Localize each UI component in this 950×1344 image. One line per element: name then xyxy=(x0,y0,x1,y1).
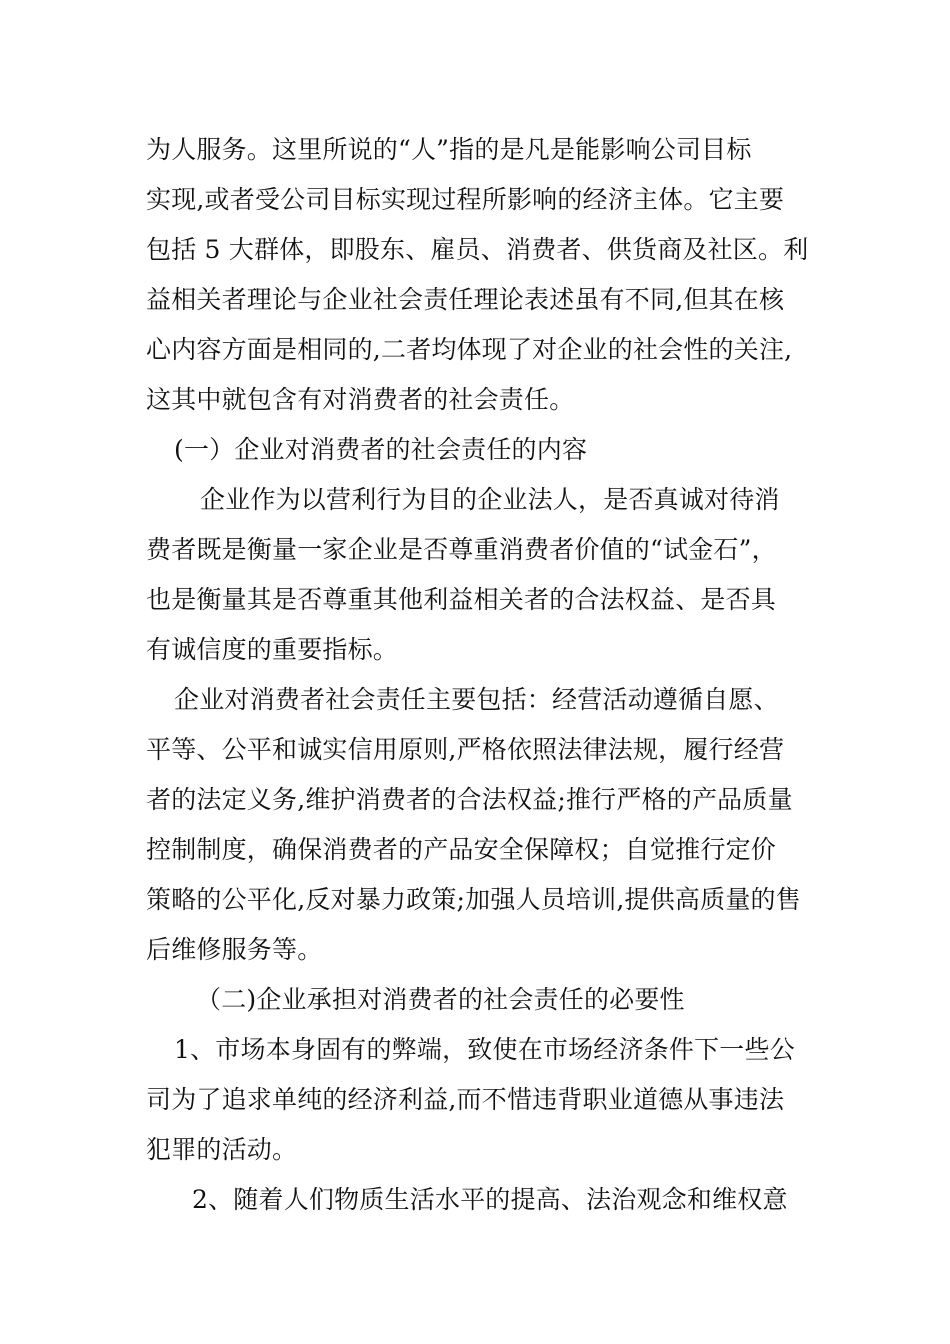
list-item-line: 1、市场本身固有的弊端，致使在市场经济条件下一些公 xyxy=(174,1035,795,1064)
paragraph-line: 这其中就包含有对消费者的社会责任。 xyxy=(146,385,575,414)
section-heading: （二)企业承担对消费者的社会责任的必要性 xyxy=(196,985,685,1014)
paragraph-line: 企业对消费者社会责任主要包括：经营活动遵循自愿、 xyxy=(174,685,779,714)
paragraph-line: 为人服务。这里所说的“人”指的是凡是能影响公司目标 xyxy=(146,135,752,164)
paragraph-line: 包括 5 大群体，即股东、雇员、消费者、供货商及社区。利 xyxy=(146,235,809,264)
list-item-line: 2、随着人们物质生活水平的提高、法治观念和维权意 xyxy=(192,1185,788,1214)
paragraph-line: 益相关者理论与企业社会责任理论表述虽有不同,但其在核 xyxy=(146,285,785,314)
paragraph-line: 策略的公平化,反对暴力政策;加强人员培训,提供高质量的售 xyxy=(146,885,801,914)
list-item-line: 司为了追求单纯的经济利益,而不惜违背职业道德从事违法 xyxy=(146,1085,785,1114)
paragraph-line: 控制制度，确保消费者的产品安全保障权；自觉推行定价 xyxy=(146,835,777,864)
paragraph-line: 也是衡量其是否尊重其他利益相关者的合法权益、是否具 xyxy=(146,585,777,614)
paragraph-line: 后维修服务等。 xyxy=(146,935,323,964)
paragraph-line: 心内容方面是相同的,二者均体现了对企业的社会性的关注, xyxy=(146,335,793,364)
paragraph-line: 平等、公平和诚实信用原则,严格依照法律法规，履行经营 xyxy=(146,735,785,764)
paragraph-line: 者的法定义务,维护消费者的合法权益;推行严格的产品质量 xyxy=(146,785,793,814)
section-heading: (一）企业对消费者的社会责任的内容 xyxy=(174,435,588,464)
list-item-line: 犯罪的活动。 xyxy=(146,1135,298,1164)
paragraph-line: 企业作为以营利行为目的企业法人，是否真诚对待消 xyxy=(200,485,780,514)
paragraph-line: 费者既是衡量一家企业是否尊重消费者价值的“试金石”， xyxy=(146,535,777,564)
paragraph-line: 实现,或者受公司目标实现过程所影响的经济主体。它主要 xyxy=(146,185,785,214)
paragraph-line: 有诚信度的重要指标。 xyxy=(146,635,399,664)
